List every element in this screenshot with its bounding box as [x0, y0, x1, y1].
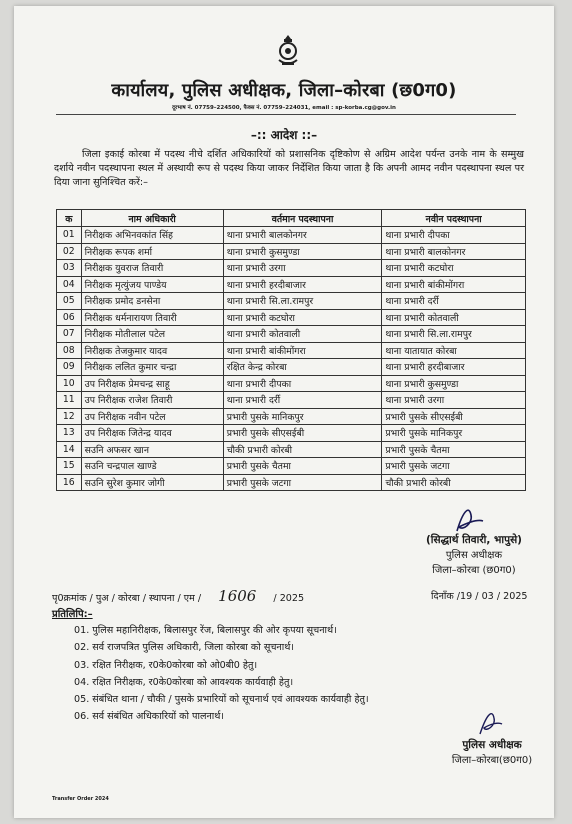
cell-serial: 05 — [57, 293, 82, 310]
cell-serial: 08 — [57, 342, 82, 359]
cell-current-posting: थाना प्रभारी हरदीबाजार — [223, 276, 382, 293]
cell-new-posting: प्रभारी पुसके जटगा — [382, 458, 526, 475]
cell-serial: 04 — [57, 276, 82, 293]
order-document — [14, 6, 554, 818]
reference-line — [52, 587, 304, 605]
table-row — [57, 260, 526, 277]
cell-new-posting: थाना प्रभारी बालकोनगर — [382, 243, 526, 260]
table-row — [57, 375, 526, 392]
cell-new-posting: थाना प्रभारी बांकीमोंगरा — [382, 276, 526, 293]
copy-heading: प्रतिलिपि:– — [52, 609, 93, 620]
cell-new-posting: प्रभारी पुसके मानिकपुर — [382, 425, 526, 442]
column-header-current-posting: वर्तमान पदस्थापना — [223, 210, 382, 227]
postings-table — [56, 209, 526, 491]
column-header-serial: क — [57, 210, 82, 227]
postings-table-body — [57, 227, 526, 491]
cell-new-posting: थाना प्रभारी कुसमुण्डा — [382, 375, 526, 392]
cell-serial: 14 — [57, 441, 82, 458]
cell-new-posting: थाना प्रभारी कटघोरा — [382, 260, 526, 277]
cell-current-posting: प्रभारी पुसके सीएसईबी — [223, 425, 382, 442]
cell-new-posting: प्रभारी पुसके सीएसईबी — [382, 408, 526, 425]
table-row — [57, 359, 526, 376]
table-row — [57, 293, 526, 310]
cell-new-posting: थाना प्रभारी हरदीबाजार — [382, 359, 526, 376]
table-row — [57, 309, 526, 326]
cell-serial: 11 — [57, 392, 82, 409]
closing-designation: पुलिस अधीक्षक — [462, 739, 522, 751]
cell-officer-name: निरीक्षक रूपक शर्मा — [81, 243, 223, 260]
signatory-name: (सिद्धार्थ तिवारी, भापुसे) — [426, 534, 522, 546]
order-heading: –:: आदेश ::– — [250, 128, 318, 142]
cell-current-posting: प्रभारी पुसके मानिकपुर — [223, 408, 382, 425]
signature-mark-2 — [476, 706, 506, 740]
cell-current-posting: थाना प्रभारी सि.ला.रामपुर — [223, 293, 382, 310]
table-row — [57, 243, 526, 260]
cell-new-posting: चौकी प्रभारी कोरबी — [382, 474, 526, 491]
cell-officer-name: निरीक्षक मोतीलाल पटेल — [81, 326, 223, 343]
list-item: 06. सर्व संबंधित अधिकारियों को पालनार्थ। — [74, 711, 225, 723]
table-header-row — [57, 210, 526, 227]
cell-officer-name: सउनि अफसर खान — [81, 441, 223, 458]
footer-label: Transfer Order 2024 — [52, 796, 109, 802]
cell-new-posting: प्रभारी पुसके चैतमा — [382, 441, 526, 458]
table-row — [57, 441, 526, 458]
cell-current-posting: प्रभारी पुसके चैतमा — [223, 458, 382, 475]
table-row — [57, 458, 526, 475]
police-emblem-icon — [275, 34, 301, 68]
cell-officer-name: सउनि चन्द्रपाल खाण्डे — [81, 458, 223, 475]
column-header-new-posting: नवीन पदस्थापना — [382, 210, 526, 227]
table-row — [57, 408, 526, 425]
cell-serial: 03 — [57, 260, 82, 277]
table-row — [57, 474, 526, 491]
cell-new-posting: थाना यातायात कोरबा — [382, 342, 526, 359]
cell-officer-name: निरीक्षक धर्मनारायण तिवारी — [81, 309, 223, 326]
cell-officer-name: उप निरीक्षक राजेश तिवारी — [81, 392, 223, 409]
table-row — [57, 276, 526, 293]
cell-officer-name: निरीक्षक युवराज तिवारी — [81, 260, 223, 277]
list-item: 03. रक्षित निरीक्षक, र0के0कोरबा को ओ0बी0 हेतु। — [74, 659, 258, 671]
header-divider — [56, 114, 516, 115]
order-intro — [54, 148, 524, 190]
cell-serial: 02 — [57, 243, 82, 260]
cell-new-posting: थाना प्रभारी कोतवाली — [382, 309, 526, 326]
cell-officer-name: निरीक्षक अभिनवकांत सिंह — [81, 227, 223, 244]
cell-current-posting: थाना प्रभारी उरगा — [223, 260, 382, 277]
cell-officer-name: निरीक्षक ललित कुमार चन्द्रा — [81, 359, 223, 376]
office-title: कार्यालय, पुलिस अधीक्षक, जिला–कोरबा (छ0ग0) — [111, 80, 457, 101]
closing-block — [422, 738, 562, 768]
cell-serial: 10 — [57, 375, 82, 392]
cell-current-posting: थाना प्रभारी दर्री — [223, 392, 382, 409]
table-row — [57, 227, 526, 244]
cell-officer-name: उप निरीक्षक जितेन्द्र यादव — [81, 425, 223, 442]
signatory-designation: पुलिस अधीक्षक — [445, 550, 503, 561]
signature-block — [384, 533, 564, 578]
signatory-district: जिला–कोरबा (छ0ग0) — [432, 565, 516, 576]
table-row — [57, 425, 526, 442]
cell-serial: 13 — [57, 425, 82, 442]
cell-serial: 06 — [57, 309, 82, 326]
cell-officer-name: निरीक्षक तेजकुमार यादव — [81, 342, 223, 359]
intro-paragraph: जिला इकाई कोरबा में पदस्थ नीचे दर्शित अधिकारियों को प्रशासनिक दृष्टिकोण से अग्रिम आदेश पर्यन्त उनके नाम के सम्मुख दर्शाये नवीन पदस्थापना स्थल में अस्थायी रूप से पदस्थ किया जाकर निर्देशित किया जाता है कि अपनी आमद नवीन पदस्थापना स्थल पर दिया जाना सुनिश्चित करें:– — [54, 149, 524, 188]
cell-new-posting: थाना प्रभारी दीपका — [382, 227, 526, 244]
cell-serial: 09 — [57, 359, 82, 376]
cell-current-posting: प्रभारी पुसके जटगा — [223, 474, 382, 491]
cell-serial: 12 — [57, 408, 82, 425]
cell-current-posting: रक्षित केन्द्र कोरबा — [223, 359, 382, 376]
list-item: 04. रक्षित निरीक्षक, र0के0कोरबा को आवश्यक कार्यवाही हेतु। — [74, 676, 294, 688]
cell-current-posting: थाना प्रभारी बांकीमोंगरा — [223, 342, 382, 359]
list-item: 05. संबंधित थाना / चौकी / पुसके प्रभारियों को सूचनार्थ एवं आवश्यक कार्यवाही हेतु। — [74, 694, 369, 706]
closing-district: जिला–कोरबा(छ0ग0) — [451, 755, 533, 766]
cell-current-posting: थाना प्रभारी कुसमुण्डा — [223, 243, 382, 260]
list-item: 01. पुलिस महानिरीक्षक, बिलासपुर रेंज, बिलासपुर की ओर कृपया सूचनार्थ। — [74, 625, 337, 636]
cell-officer-name: उप निरीक्षक प्रेमचन्द्र साहू — [81, 375, 223, 392]
cell-current-posting: थाना प्रभारी दीपका — [223, 375, 382, 392]
cell-officer-name: उप निरीक्षक नवीन पटेल — [81, 408, 223, 425]
cell-officer-name: निरीक्षक मृत्युंजय पाण्डेय — [81, 276, 223, 293]
cell-serial: 01 — [57, 227, 82, 244]
reference-number: 1606 — [218, 587, 257, 605]
cell-current-posting: थाना प्रभारी कटघोरा — [223, 309, 382, 326]
reference-prefix: पृ0क्रमांक / पुअ / कोरबा / स्थापना / एम / — [52, 593, 202, 604]
list-item: 02. सर्व राजपत्रित पुलिस अधिकारी, जिला कोरबा को सूचनार्थ। — [74, 642, 294, 654]
cell-serial: 15 — [57, 458, 82, 475]
cell-current-posting: थाना प्रभारी बालकोनगर — [223, 227, 382, 244]
cell-current-posting: चौकी प्रभारी कोरबी — [223, 441, 382, 458]
copy-list — [74, 622, 369, 726]
cell-new-posting: थाना प्रभारी उरगा — [382, 392, 526, 409]
cell-officer-name: निरीक्षक प्रमोद डनसेना — [81, 293, 223, 310]
reference-date: दिनाँक /19 / 03 / 2025 — [431, 591, 528, 602]
cell-officer-name: सउनि सुरेश कुमार जोगी — [81, 474, 223, 491]
cell-new-posting: थाना प्रभारी सि.ला.रामपुर — [382, 326, 526, 343]
cell-current-posting: थाना प्रभारी कोतवाली — [223, 326, 382, 343]
column-header-officer-name: नाम अधिकारी — [81, 210, 223, 227]
cell-serial: 07 — [57, 326, 82, 343]
contact-line: दूरभाष नं. 07759–224500, फैक्स नं. 07759–224031, email : sp-korba.cg@gov.in — [172, 105, 396, 111]
table-row — [57, 326, 526, 343]
table-row — [57, 392, 526, 409]
cell-new-posting: थाना प्रभारी दर्री — [382, 293, 526, 310]
cell-serial: 16 — [57, 474, 82, 491]
table-row — [57, 342, 526, 359]
reference-year: / 2025 — [273, 593, 305, 604]
